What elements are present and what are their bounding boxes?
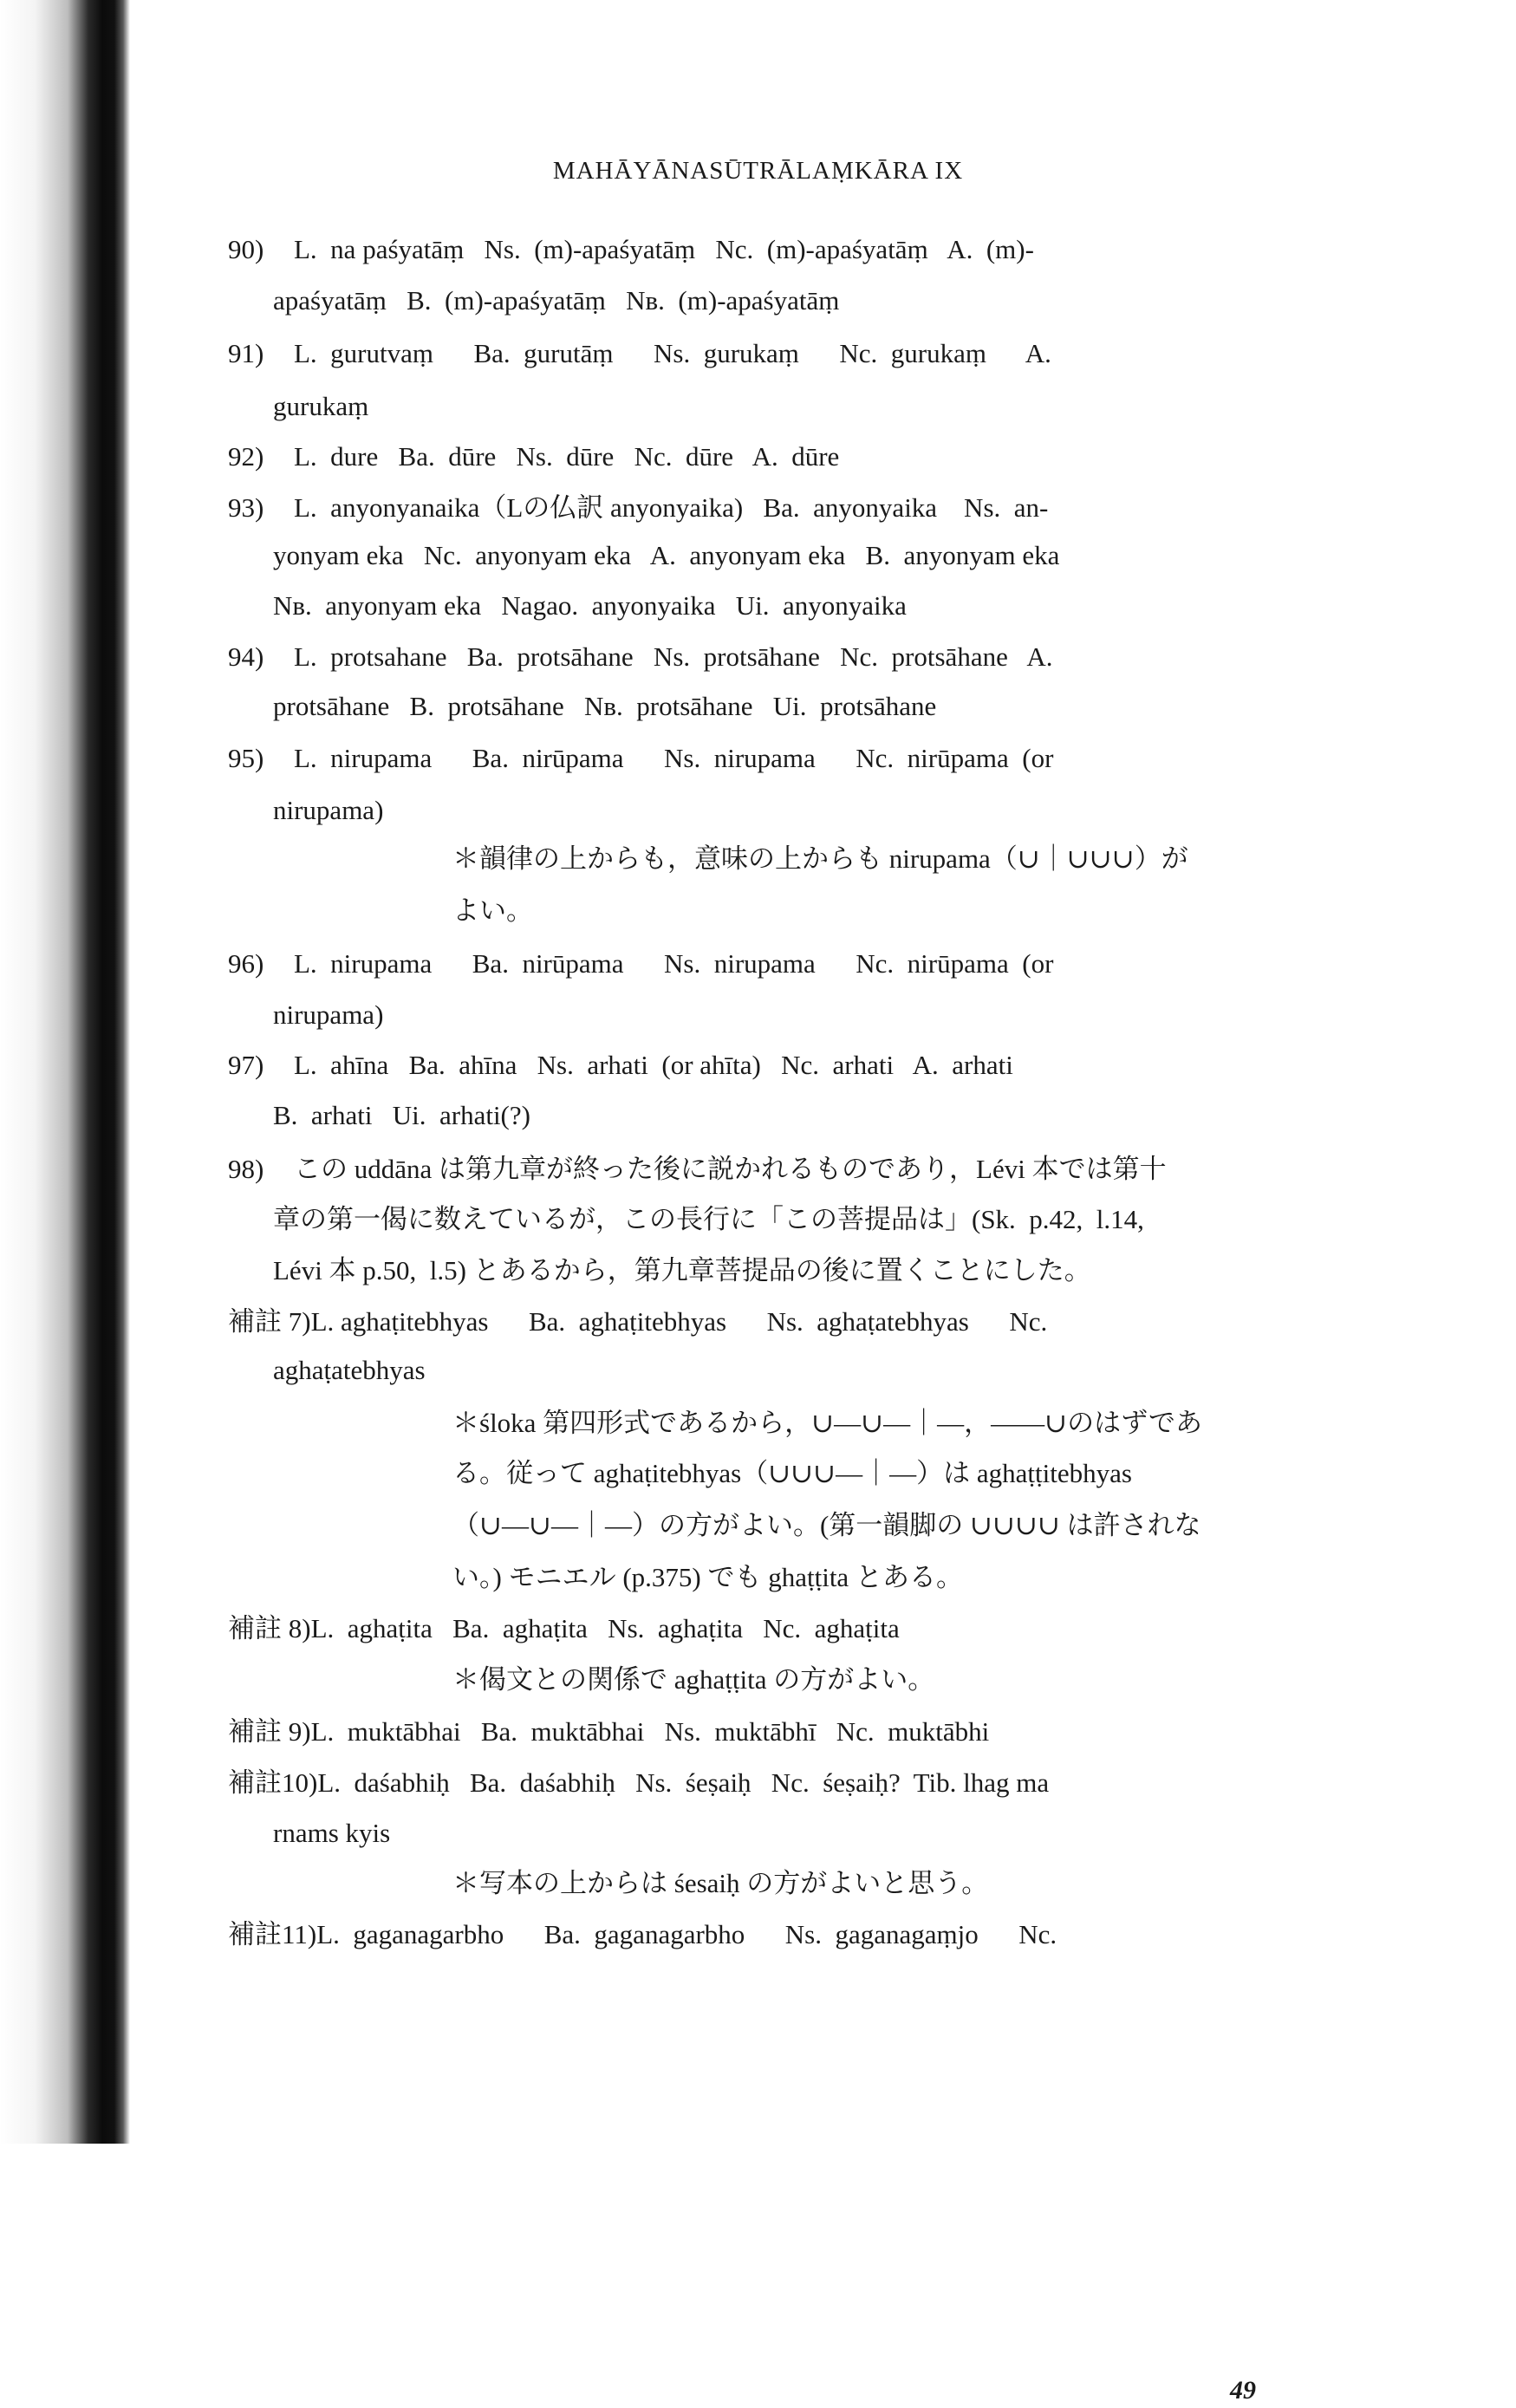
note-continuation-line — [273, 589, 907, 623]
note-line — [228, 1917, 1057, 1952]
note-line — [228, 1048, 1013, 1083]
note-line — [228, 1715, 989, 1749]
note-continuation-line — [273, 283, 839, 318]
note-text: L. gurutvaṃ Ba. gurutāṃ Ns. gurukaṃ Nc. gurukaṃ A. — [294, 338, 1051, 368]
note-text: Lévi 本 p.50, l.5) とあるから，第九章菩提品の後に置くことにした。 — [273, 1255, 1091, 1285]
note-text: L. ahīna Ba. ahīna Ns. arhati (or ahīta) Nc. arhati A. arhati — [294, 1050, 1013, 1080]
note-line — [228, 1766, 1049, 1800]
note-text: L. na paśyatāṃ Ns. (m)-apaśyatāṃ Nc. (m)-apaśyatāṃ A. (m)- — [294, 234, 1034, 264]
remark-line — [452, 1663, 934, 1697]
remark-line — [452, 1508, 1201, 1543]
note-text: Nʙ. anyonyam eka Nagao. anyonyaika Ui. anyonyaika — [273, 590, 907, 621]
note-text: B. arhati Ui. arhati(?) — [273, 1100, 530, 1130]
note-line — [228, 741, 1053, 776]
remark-line — [452, 1866, 988, 1901]
note-continuation-line — [273, 1353, 426, 1388]
note-number: 補註 7) — [228, 1306, 311, 1337]
note-text: L. daśabhiḥ Ba. daśabhiḥ Ns. śeṣaiḥ Nc. śeṣaiḥ? Tib. lhag ma — [317, 1767, 1050, 1798]
note-text: （∪—∪—｜—）の方がよい。(第一韻脚の ∪∪∪∪ は許されな — [452, 1510, 1201, 1540]
remark-line — [452, 894, 533, 928]
remark-line — [452, 1456, 1132, 1491]
note-continuation-line — [273, 1253, 1091, 1288]
note-number: 98) — [228, 1154, 264, 1184]
note-text: yonyam eka Nc. anyonyam eka A. anyonyam eka B. anyonyam eka — [273, 540, 1060, 570]
note-number: 95) — [228, 743, 264, 773]
remark-line — [452, 1406, 1202, 1441]
note-continuation-line — [273, 1098, 530, 1133]
note-text: L. dure Ba. dūre Ns. dūre Nc. dūre A. dūre — [294, 441, 840, 472]
note-line — [228, 232, 1034, 267]
note-text: る。従って aghaṭitebhyas（∪∪∪—｜—）は aghaṭṭitebhyas — [452, 1458, 1132, 1488]
note-text: L. nirupama Ba. nirūpama Ns. nirupama Nc. nirūpama (or — [294, 948, 1054, 979]
note-continuation-line — [273, 793, 383, 828]
note-continuation-line — [273, 1816, 390, 1851]
note-text: よい。 — [452, 895, 533, 926]
note-text: ＊韻律の上からも，意味の上からも nirupama（∪｜∪∪∪）が — [452, 843, 1188, 874]
note-continuation-line — [273, 689, 936, 724]
note-line — [228, 640, 1053, 674]
note-number: 93) — [228, 492, 264, 523]
note-text: nirupama) — [273, 795, 384, 825]
note-text: い。) モニエル (p.375) でも ghaṭṭita とある。 — [452, 1562, 963, 1592]
note-line — [228, 1305, 1047, 1339]
note-line — [228, 439, 839, 474]
note-text: ＊śloka 第四形式であるから，∪—∪—｜—，——∪のはずであ — [452, 1408, 1203, 1438]
note-text: L. nirupama Ba. nirūpama Ns. nirupama Nc. nirūpama (or — [294, 743, 1054, 773]
note-number: 補註 9) — [228, 1716, 311, 1747]
note-continuation-line — [273, 538, 1059, 573]
note-continuation-line — [273, 998, 383, 1032]
remark-line — [452, 1560, 963, 1595]
note-number: 補註10) — [228, 1767, 318, 1798]
note-line — [228, 336, 1051, 371]
note-continuation-line — [273, 389, 368, 424]
note-text: L. anyonyanaika（Lの仏訳 anyonyaika) Ba. anyonyaika Ns. an- — [294, 492, 1049, 523]
note-number: 90) — [228, 234, 264, 264]
note-text: gurukaṃ — [273, 391, 369, 421]
note-line — [228, 1611, 900, 1646]
note-text: apaśyatāṃ B. (m)-apaśyatāṃ Nʙ. (m)-apaśyatāṃ — [273, 285, 840, 316]
note-text: ＊写本の上からは śesaiḥ の方がよいと思う。 — [452, 1868, 989, 1898]
note-number: 補註 8) — [228, 1613, 311, 1643]
note-text: nirupama) — [273, 999, 384, 1030]
book-binding-shadow — [0, 0, 130, 2144]
note-text: L. gaganagarbho Ba. gaganagarbho Ns. gaganagaṃjo Nc. — [316, 1919, 1057, 1949]
page-number: 49 — [1230, 2376, 1256, 2405]
note-number: 97) — [228, 1050, 264, 1080]
note-text: L. protsahane Ba. protsāhane Ns. protsāhane Nc. protsāhane A. — [294, 641, 1053, 672]
note-line — [228, 491, 1048, 525]
note-text: protsāhane B. protsāhane Nʙ. protsāhane Ui. protsāhane — [273, 691, 937, 721]
note-number: 92) — [228, 441, 264, 472]
running-header: MAHĀYĀNASŪTRĀLAṂKĀRA IX — [552, 157, 964, 185]
note-text: L. aghaṭitebhyas Ba. aghaṭitebhyas Ns. aghaṭatebhyas Nc. — [310, 1306, 1048, 1337]
note-text: aghaṭatebhyas — [273, 1355, 426, 1385]
note-text: L. aghaṭita Ba. aghaṭita Ns. aghaṭita Nc. aghaṭita — [310, 1613, 900, 1643]
note-text: この uddāna は第九章が終った後に説かれるものであり，Lévi 本では第十 — [294, 1154, 1167, 1184]
note-text: L. muktābhai Ba. muktābhai Ns. muktābhī Nc. muktābhi — [310, 1716, 990, 1747]
note-number: 94) — [228, 641, 264, 672]
note-text: ＊偈文との関係で aghaṭṭita の方がよい。 — [452, 1664, 935, 1695]
note-line — [228, 947, 1053, 981]
note-text: 章の第一偈に数えているが，この長行に「この菩提品は」(Sk. p.42, l.14, — [273, 1204, 1144, 1234]
note-continuation-line — [273, 1202, 1144, 1237]
note-number: 91) — [228, 338, 264, 368]
note-number: 補註11) — [228, 1919, 317, 1949]
note-text: rnams kyis — [273, 1818, 391, 1848]
note-line — [228, 1152, 1167, 1187]
remark-line — [452, 842, 1188, 876]
note-number: 96) — [228, 948, 264, 979]
